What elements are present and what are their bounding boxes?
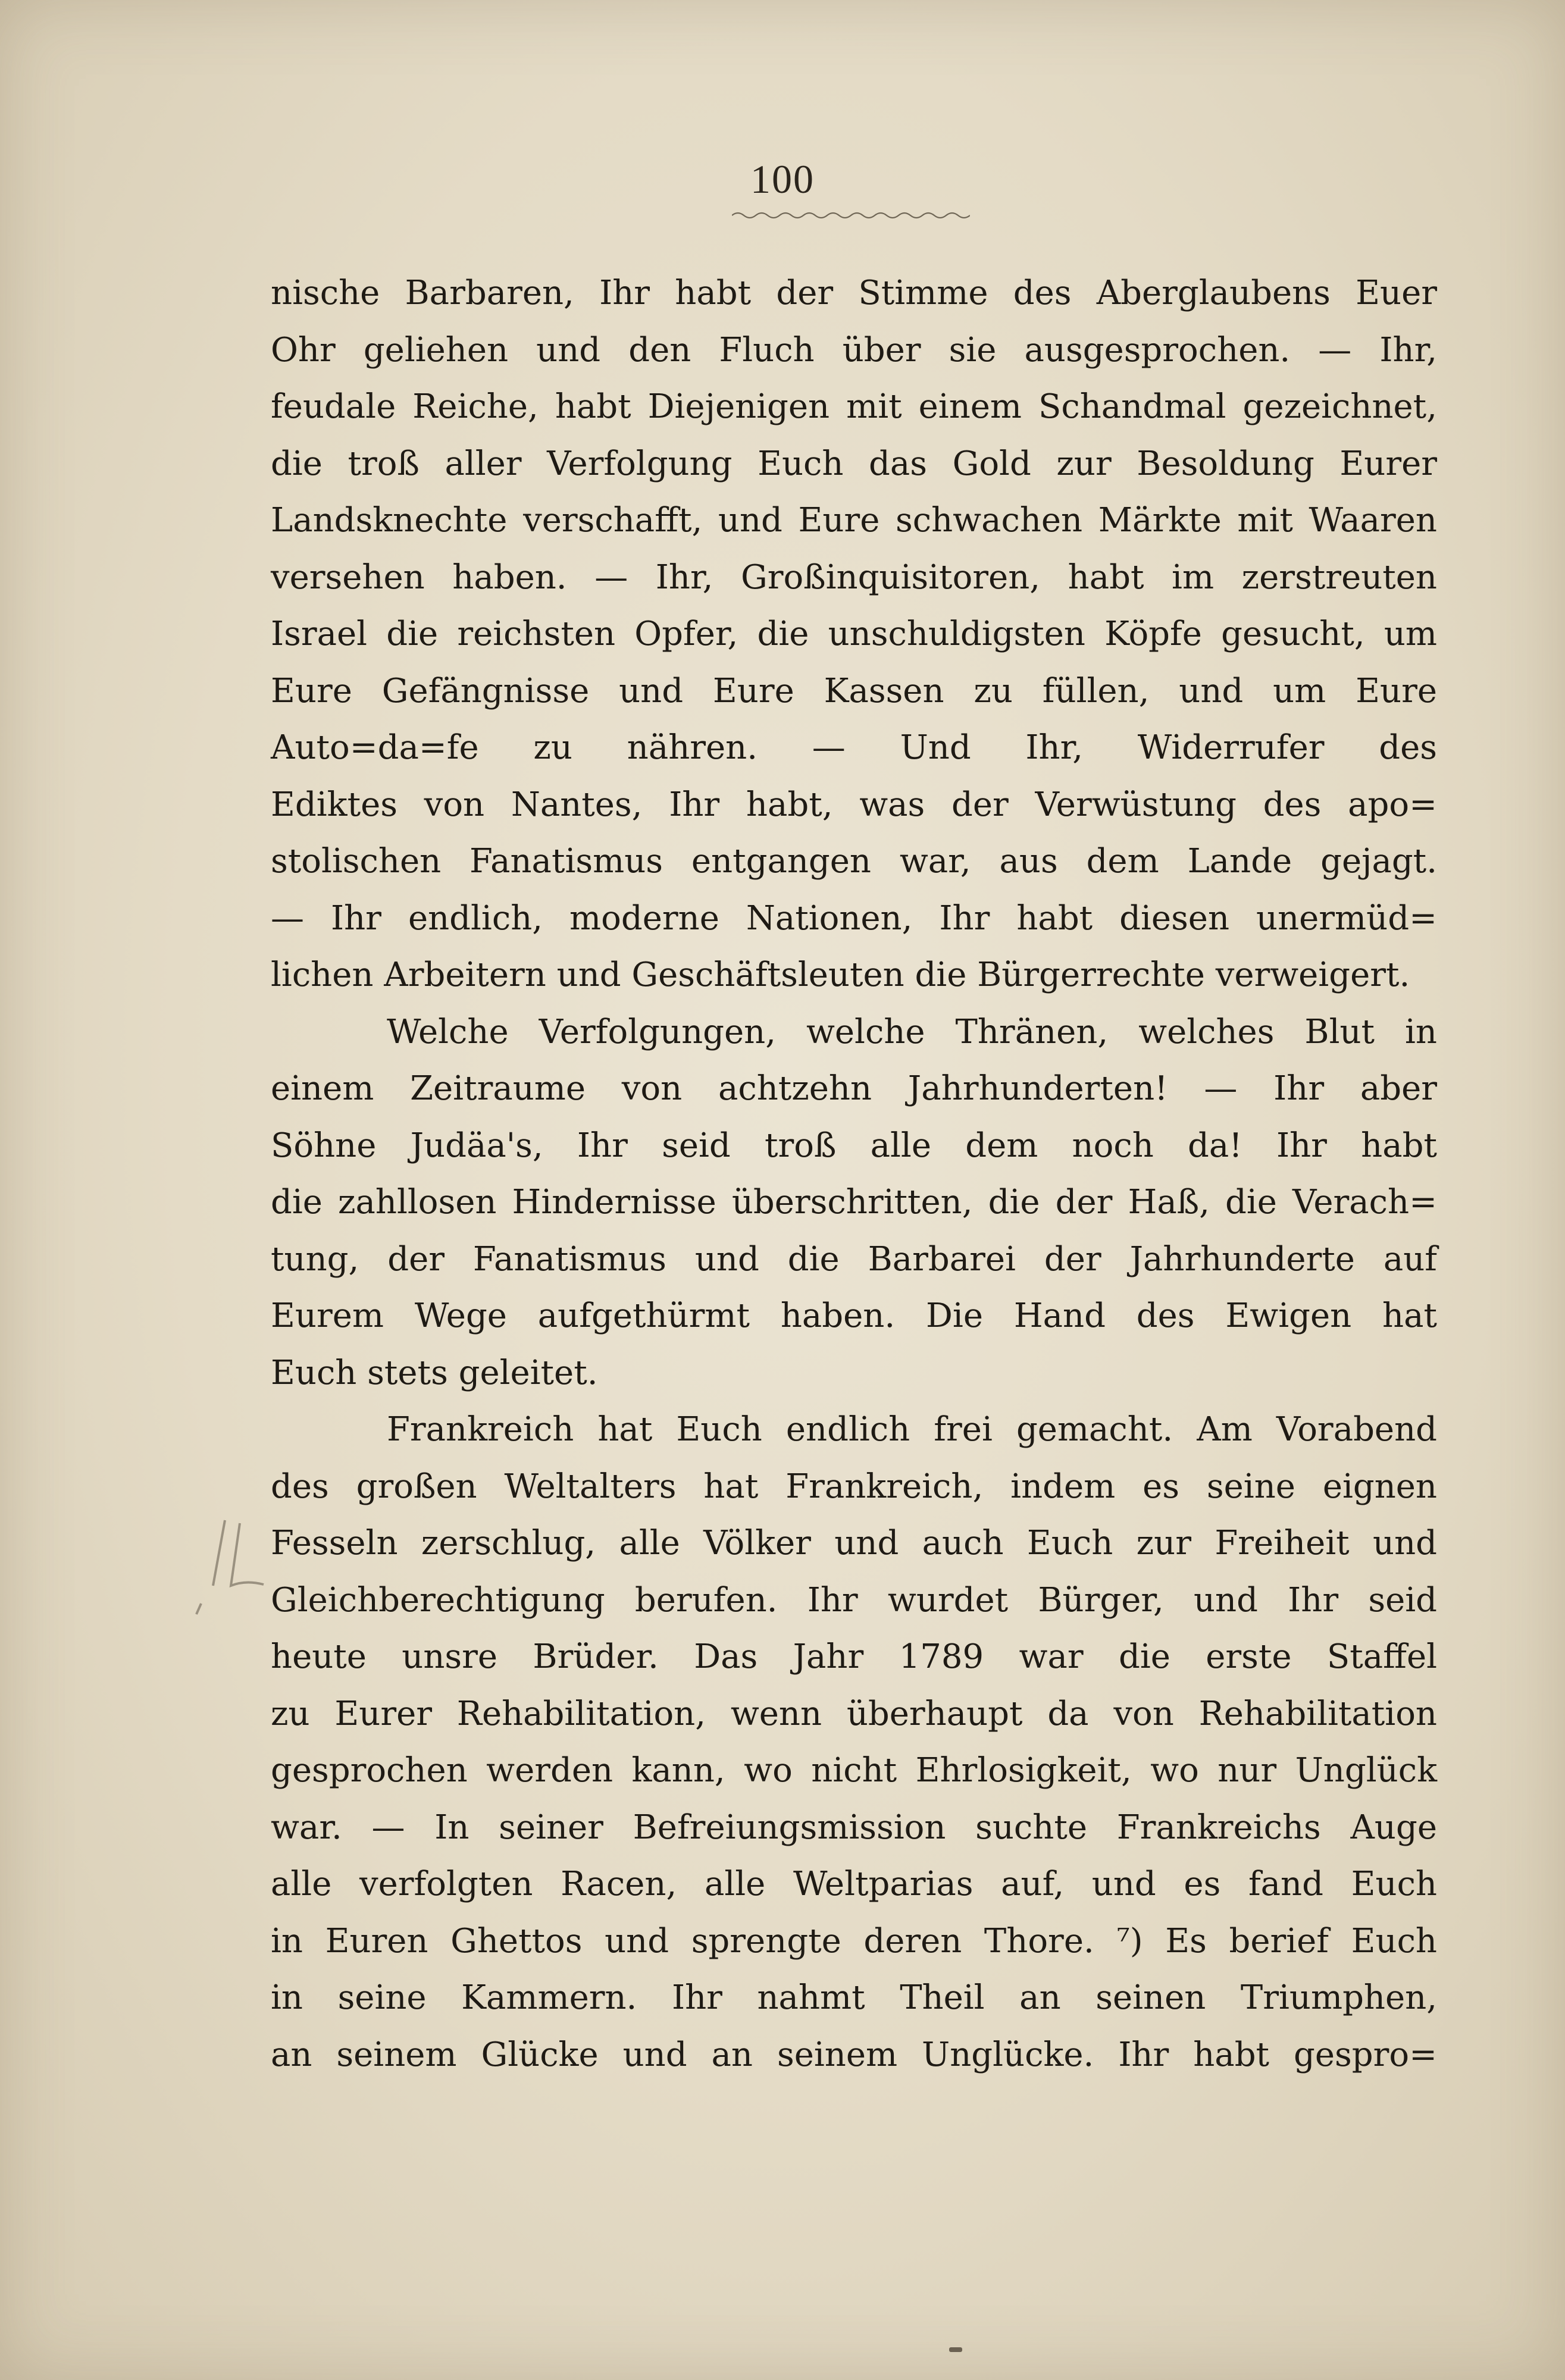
pencil-margin-mark	[189, 1514, 273, 1615]
text-line: versehen haben. — Ihr, Großinquisitoren, habt im zerstreuten	[271, 558, 1437, 597]
paragraph	[271, 1401, 1437, 2083]
text-line: war. — In seiner Befreiungsmission suchte Frankreichs Auge	[271, 1808, 1437, 1847]
text-line: Welche Verfolgungen, welche Thränen, welches Blut in	[387, 1012, 1437, 1051]
body-text	[271, 265, 1437, 2083]
text-line: Auto=da=fe zu nähren. — Und Ihr, Widerrufer des	[271, 728, 1437, 767]
text-line: Ediktes von Nantes, Ihr habt, was der Verwüstung des apo=	[271, 785, 1437, 824]
text-line: stolischen Fanatismus entgangen war, aus dem Lande gejagt.	[271, 842, 1437, 881]
text-line: lichen Arbeitern und Geschäftsleuten die Bürgerrechte verweigert.	[271, 956, 1410, 994]
ink-speck	[949, 2347, 962, 2352]
text-line: einem Zeitraume von achtzehn Jahrhunderten! — Ihr aber	[271, 1069, 1437, 1108]
text-line: nische Barbaren, Ihr habt der Stimme des Aberglaubens Euer	[271, 274, 1437, 312]
text-line: Gleichberechtigung berufen. Ihr wurdet Bürger, und Ihr seid	[271, 1580, 1437, 1620]
text-line: Ohr geliehen und den Fluch über sie ausgesprochen. — Ihr,	[271, 330, 1437, 369]
text-line: an seinem Glücke und an seinem Unglücke. Ihr habt gespro=	[271, 2035, 1437, 2074]
text-line: tung, der Fanatismus und die Barbarei der Jahrhunderte auf	[271, 1239, 1437, 1279]
text-line: Israel die reichsten Opfer, die unschuldigsten Köpfe gesucht, um	[271, 615, 1437, 653]
text-line: feudale Reiche, habt Diejenigen mit einem Schandmal gezeichnet,	[271, 387, 1437, 426]
text-line: Fesseln zerschlug, alle Völker und auch Euch zur Freiheit und	[271, 1524, 1437, 1562]
text-line: in seine Kammern. Ihr nahmt Theil an seinen Triumphen,	[271, 1978, 1437, 2017]
text-line: Söhne Judäa's, Ihr seid troß alle dem noch da! Ihr habt	[271, 1126, 1437, 1165]
text-line: Euch stets geleitet.	[271, 1353, 598, 1392]
paragraph	[271, 1004, 1437, 1402]
text-line: Eurem Wege aufgethürmt haben. Die Hand des Ewigen hat	[271, 1297, 1437, 1335]
text-line: zu Eurer Rehabilitation, wenn überhaupt da von Rehabilitation	[271, 1694, 1437, 1733]
text-line: alle verfolgten Racen, alle Weltparias auf, und es fand Euch	[271, 1865, 1437, 1903]
text-line: heute unsre Brüder. Das Jahr 1789 war die erste Staffel	[271, 1637, 1437, 1676]
text-line: Frankreich hat Euch endlich frei gemacht. Am Vorabend	[387, 1410, 1437, 1449]
paragraph	[271, 265, 1437, 1004]
text-line: die troß aller Verfolgung Euch das Gold zur Besoldung Eurer	[271, 444, 1437, 483]
text-line: Eure Gefängnisse und Eure Kassen zu füllen, und um Eure	[271, 671, 1437, 710]
text-line: in Euren Ghettos und sprengte deren Thore. ⁷) Es berief Euch	[271, 1921, 1437, 1961]
wavy-rule-ornament	[732, 209, 970, 221]
page-number: 100	[750, 156, 815, 202]
text-line: — Ihr endlich, moderne Nationen, Ihr habt diesen unermüd=	[271, 898, 1437, 938]
text-line: des großen Weltalters hat Frankreich, indem es seine eignen	[271, 1467, 1437, 1506]
text-line: Landsknechte verschafft, und Eure schwachen Märkte mit Waaren	[271, 501, 1437, 540]
text-line: die zahllosen Hindernisse überschritten, die der Haß, die Verach=	[271, 1183, 1437, 1222]
text-line: gesprochen werden kann, wo nicht Ehrlosigkeit, wo nur Unglück	[271, 1751, 1437, 1790]
